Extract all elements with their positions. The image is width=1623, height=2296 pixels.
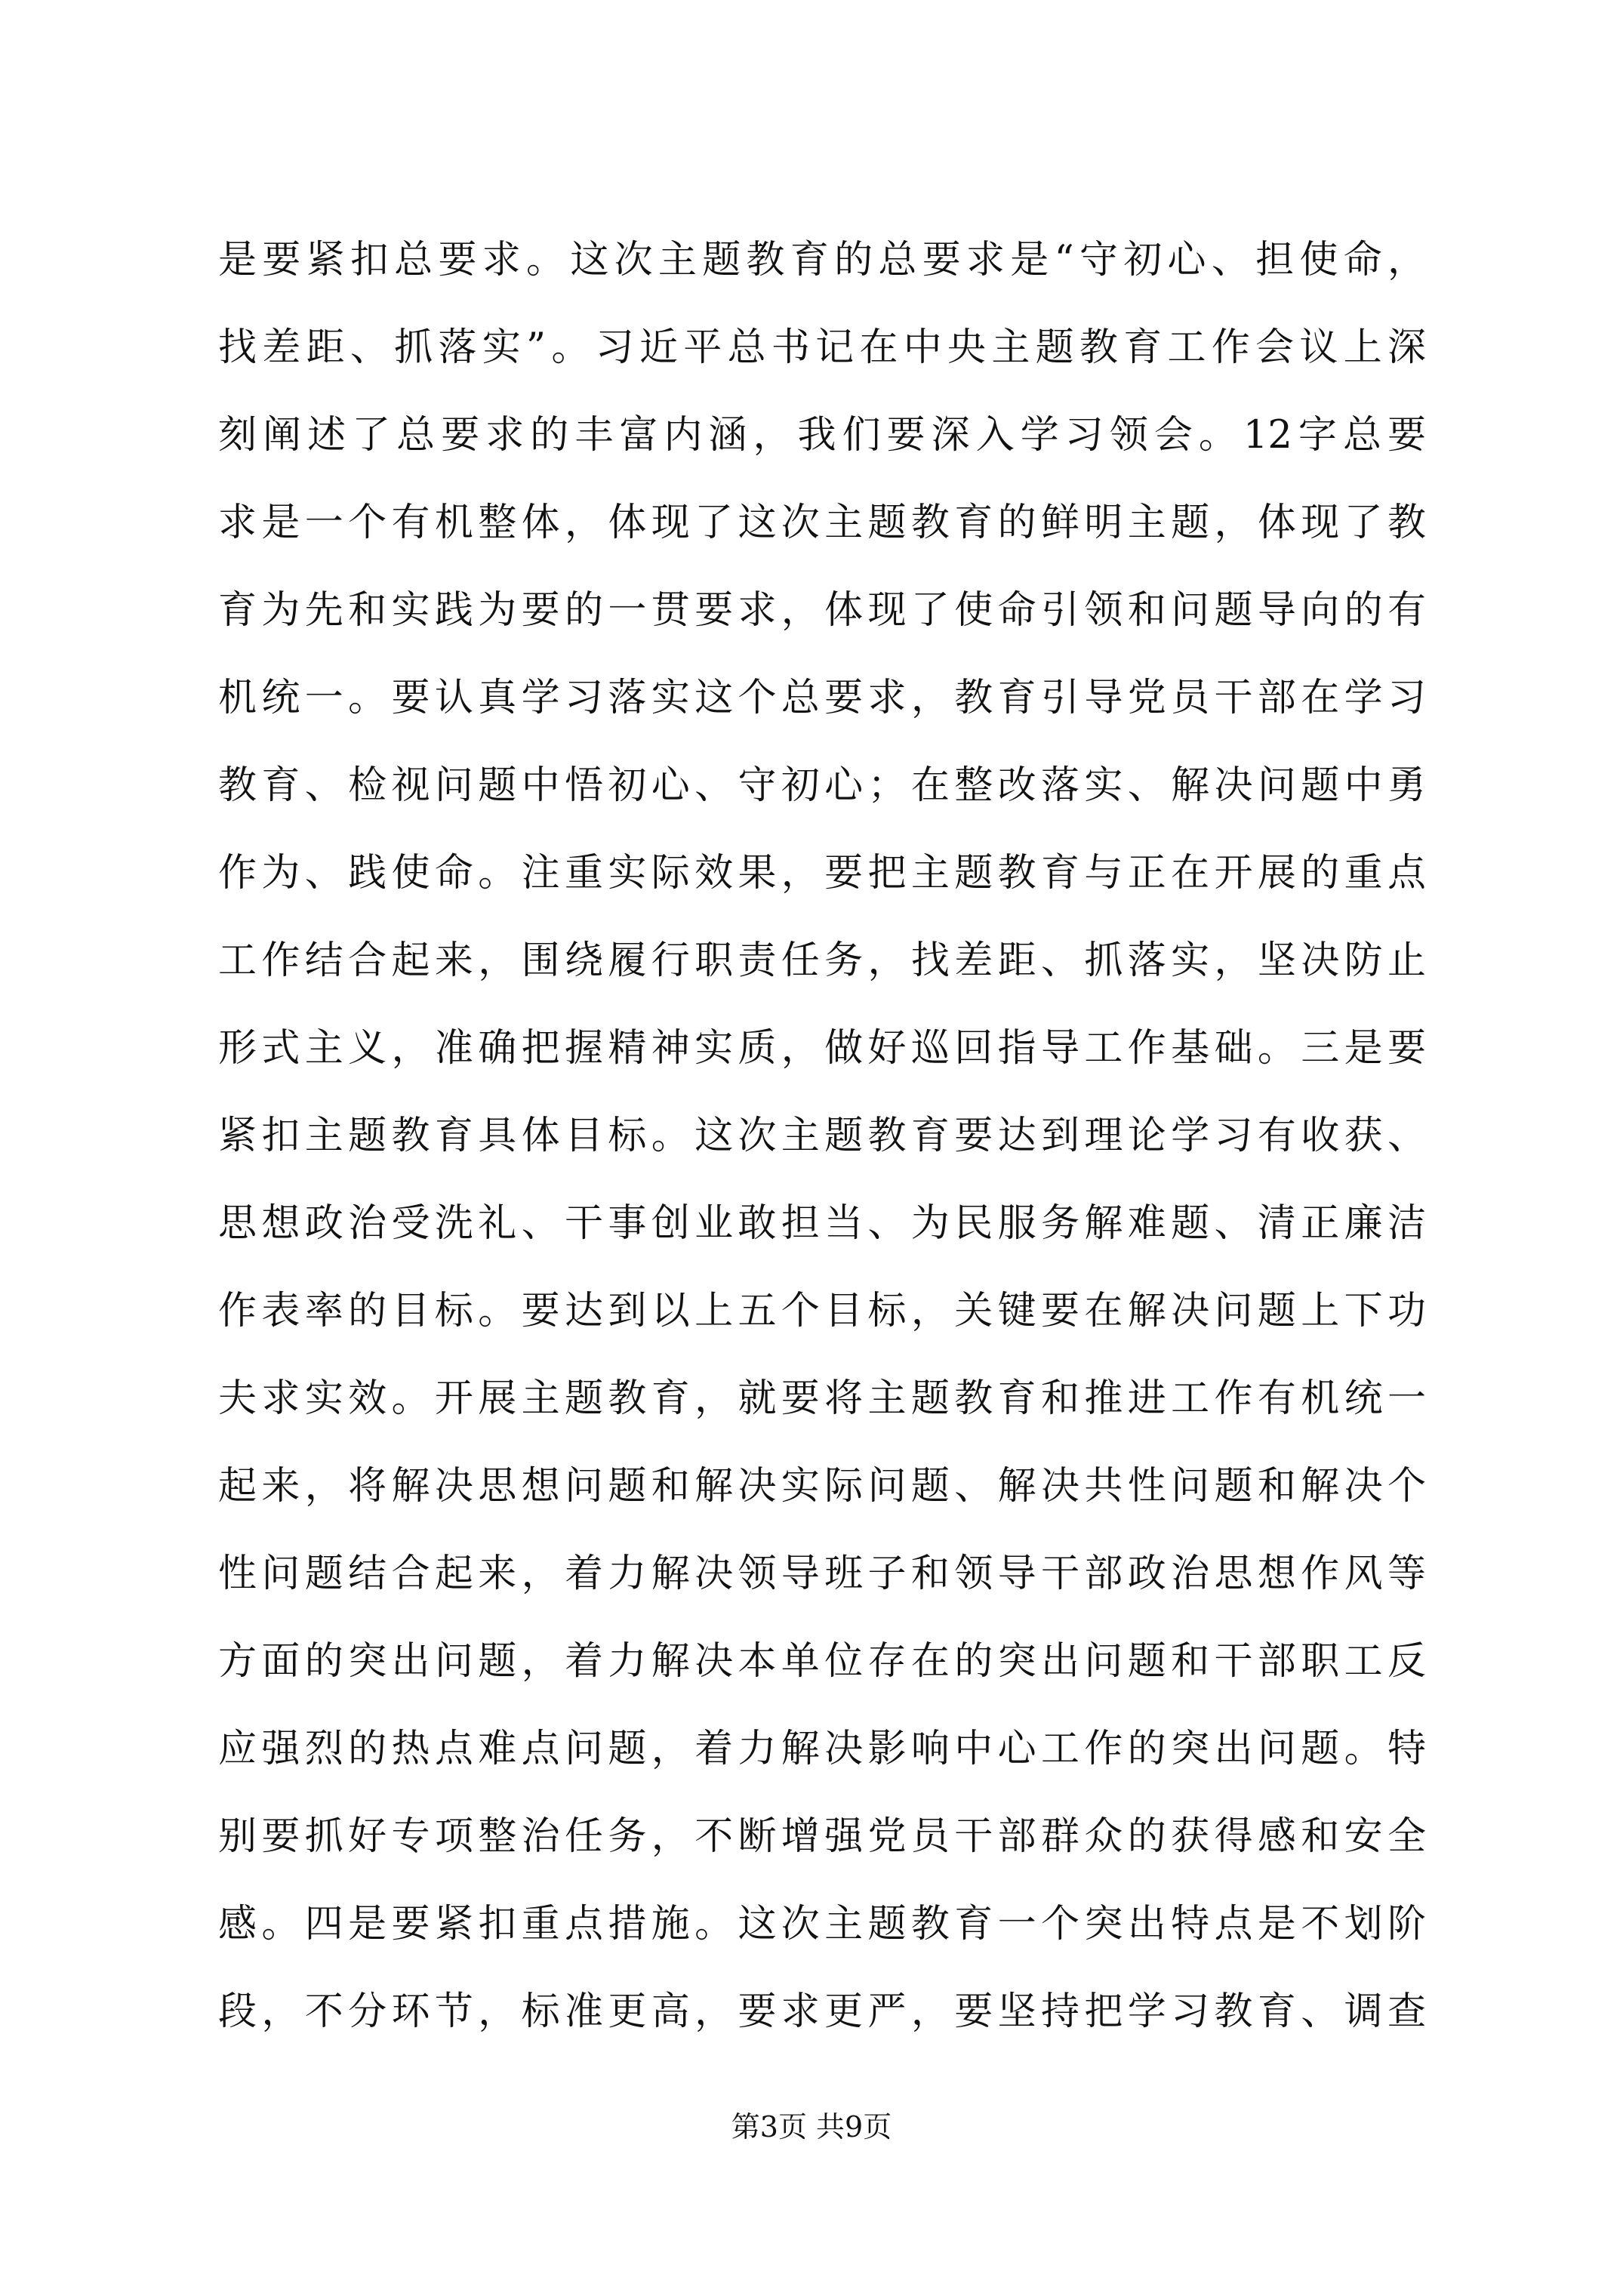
text-line-4: 求是一个有机整体，体现了这次主题教育的鲜明主题，体现了教 [218, 501, 1426, 545]
text-line-17: 方面的突出问题，着力解决本单位存在的突出问题和干部职工反 [218, 1639, 1426, 1684]
text-line-3: 刻阐述了总要求的丰富内涵，我们要深入学习领会。12字总要 [218, 413, 1426, 458]
text-line-15: 起来，将解决思想问题和解决实际问题、解决共性问题和解决个 [218, 1464, 1426, 1509]
text-line-14: 夫求实效。开展主题教育，就要将主题教育和推进工作有机统一 [218, 1376, 1426, 1421]
page-number-indicator: 第3页 共9页 [731, 2110, 892, 2143]
text-line-7: 教育、检视问题中悟初心、守初心；在整改落实、解决问题中勇 [218, 763, 1426, 808]
text-line-21: 段，不分环节，标准更高，要求更严，要坚持把学习教育、调查 [218, 1989, 1426, 2034]
text-line-20: 感。四是要紧扣重点措施。这次主题教育一个突出特点是不划阶 [218, 1902, 1426, 1946]
text-line-9: 工作结合起来，围绕履行职责任务，找差距、抓落实，坚决防止 [218, 938, 1426, 983]
text-line-8: 作为、践使命。注重实际效果，要把主题教育与正在开展的重点 [218, 851, 1426, 895]
text-line-10: 形式主义，准确把握精神实质，做好巡回指导工作基础。三是要 [218, 1026, 1426, 1071]
text-line-16: 性问题结合起来，着力解决领导班子和领导干部政治思想作风等 [218, 1552, 1426, 1596]
text-line-1: 是要紧扣总要求。这次主题教育的总要求是“守初心、担使命， [218, 238, 1426, 282]
text-line-6: 机统一。要认真学习落实这个总要求，教育引导党员干部在学习 [218, 676, 1426, 720]
text-line-11: 紧扣主题教育具体目标。这次主题教育要达到理论学习有收获、 [218, 1114, 1426, 1158]
text-line-2: 找差距、抓落实”。习近平总书记在中央主题教育工作会议上深 [218, 325, 1426, 370]
text-line-13: 作表率的目标。要达到以上五个目标，关键要在解决问题上下功 [218, 1289, 1426, 1333]
body-paragraph [218, 217, 1426, 2056]
text-line-5: 育为先和实践为要的一贯要求，体现了使命引领和问题导向的有 [218, 588, 1426, 633]
text-line-19: 别要抓好专项整治任务，不断增强党员干部群众的获得感和安全 [218, 1814, 1426, 1859]
page-footer [0, 2108, 1623, 2146]
text-line-12: 思想政治受洗礼、干事创业敢担当、为民服务解难题、清正廉洁 [218, 1201, 1426, 1246]
text-line-18: 应强烈的热点难点问题，着力解决影响中心工作的突出问题。特 [218, 1727, 1426, 1771]
